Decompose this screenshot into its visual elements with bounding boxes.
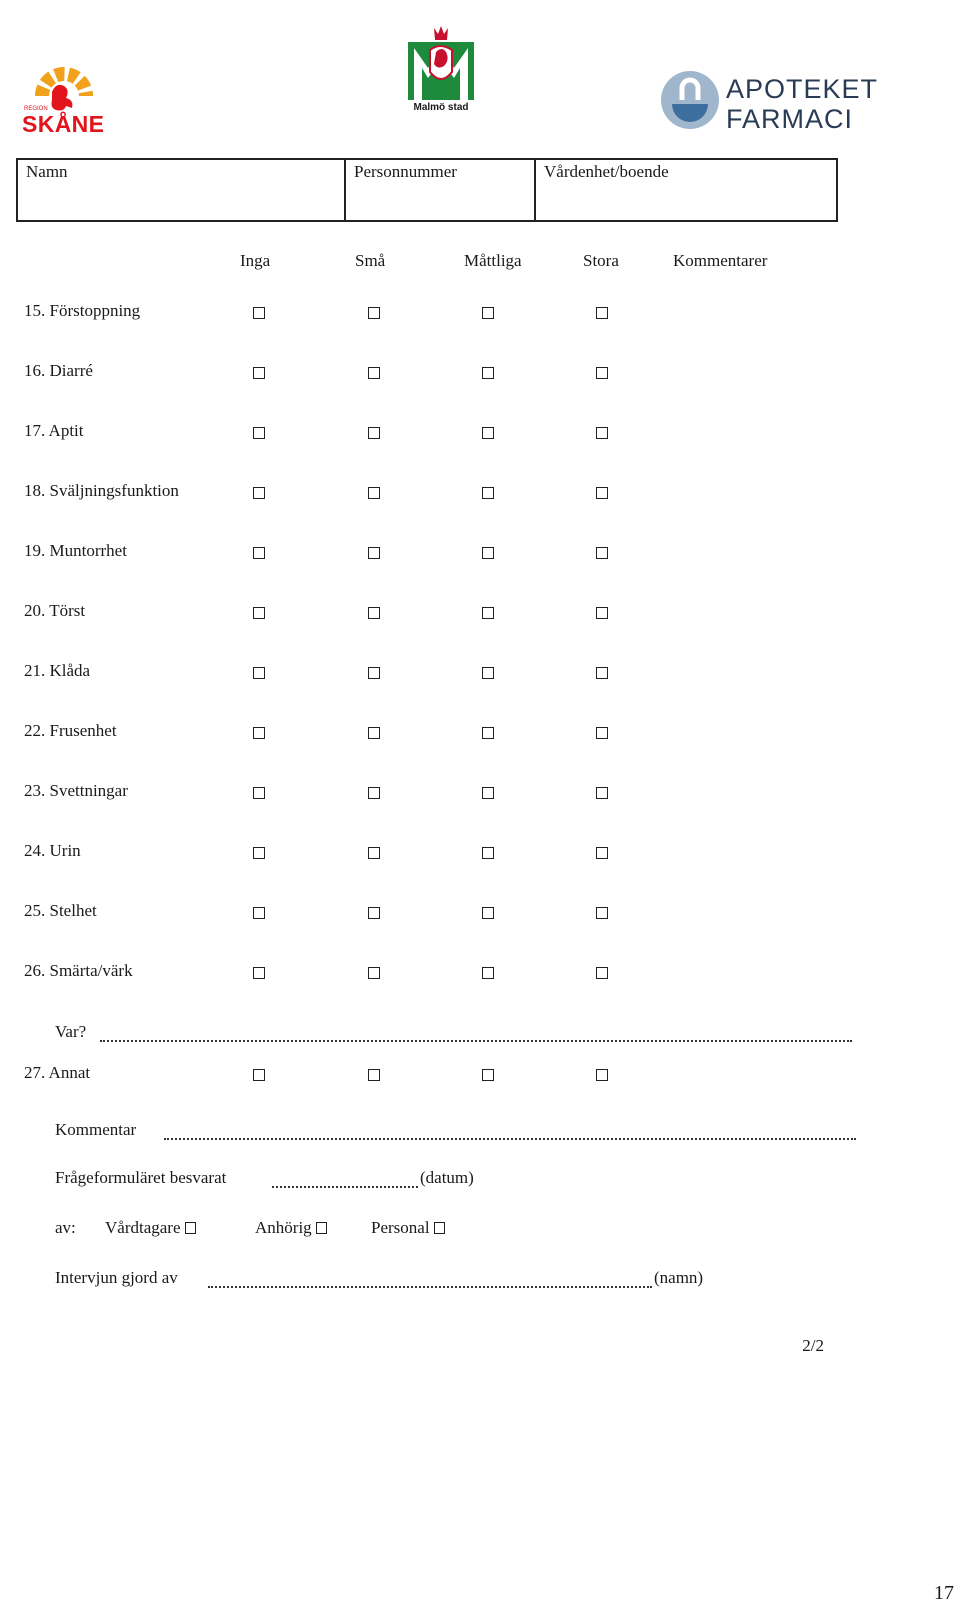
- checkbox-mattliga[interactable]: [482, 1069, 494, 1081]
- checkbox[interactable]: [316, 1222, 327, 1234]
- malmo-caption: Malmö stad: [413, 102, 469, 113]
- answered-label: Frågeformuläret besvarat: [55, 1168, 227, 1187]
- checkbox-inga[interactable]: [253, 487, 265, 499]
- col-header-inga: Inga: [240, 251, 271, 270]
- checkbox-inga[interactable]: [253, 967, 265, 979]
- checkbox-stora[interactable]: [596, 487, 608, 499]
- region-skane-logo: [22, 52, 106, 136]
- checkbox-sma[interactable]: [368, 427, 380, 439]
- respondent-vardtagare[interactable]: [105, 1218, 196, 1238]
- checkbox-sma[interactable]: [368, 1069, 380, 1081]
- checkbox-stora[interactable]: [596, 967, 608, 979]
- checkbox-stora[interactable]: [596, 547, 608, 559]
- checkbox-inga[interactable]: [253, 607, 265, 619]
- checkbox-mattliga[interactable]: [482, 307, 494, 319]
- col-header-sma: Små: [355, 251, 386, 270]
- patient-info-table: [16, 158, 838, 222]
- checkbox-inga[interactable]: [253, 427, 265, 439]
- checkbox-sma[interactable]: [368, 907, 380, 919]
- checkbox-stora[interactable]: [596, 427, 608, 439]
- symptom-label: 19. Muntorrhet: [24, 541, 127, 560]
- checkbox-sma[interactable]: [368, 487, 380, 499]
- symptom-label: 25. Stelhet: [24, 901, 97, 920]
- checkbox-mattliga[interactable]: [482, 487, 494, 499]
- logo-small-text: REGION: [24, 106, 48, 112]
- checkbox-mattliga[interactable]: [482, 667, 494, 679]
- kommentar-label: Kommentar: [55, 1120, 137, 1139]
- symptom-label: 15. Förstoppning: [24, 301, 141, 320]
- av-label: av:: [55, 1218, 76, 1237]
- checkbox-stora[interactable]: [596, 727, 608, 739]
- checkbox-mattliga[interactable]: [482, 907, 494, 919]
- apoteket-farmaci-logo: [660, 70, 880, 132]
- checkbox-inga[interactable]: [253, 1069, 265, 1081]
- checkbox-stora[interactable]: [596, 907, 608, 919]
- checkbox-inga[interactable]: [253, 847, 265, 859]
- checkbox-inga[interactable]: [253, 667, 265, 679]
- checkbox-mattliga[interactable]: [482, 727, 494, 739]
- symptom-label: 23. Svettningar: [24, 781, 128, 800]
- symptom-label: 17. Aptit: [24, 421, 84, 440]
- personnummer-label: Personnummer: [354, 162, 457, 181]
- checkbox-mattliga[interactable]: [482, 787, 494, 799]
- respondent-anhorig[interactable]: [255, 1218, 327, 1238]
- checkbox-mattliga[interactable]: [482, 427, 494, 439]
- symptom-label: 27. Annat: [24, 1063, 91, 1082]
- checkbox-sma[interactable]: [368, 787, 380, 799]
- kommentar-line[interactable]: [164, 1138, 856, 1140]
- interview-label: Intervjun gjord av: [55, 1268, 178, 1287]
- checkbox-sma[interactable]: [368, 727, 380, 739]
- col-header-kommentarer: Kommentarer: [673, 251, 768, 270]
- col-header-stora: Stora: [583, 251, 619, 270]
- checkbox-inga[interactable]: [253, 727, 265, 739]
- name-cell[interactable]: [18, 160, 344, 220]
- checkbox-mattliga[interactable]: [482, 367, 494, 379]
- symptom-label: 26. Smärta/värk: [24, 961, 133, 980]
- var-label: Var?: [55, 1022, 87, 1041]
- checkbox-inga[interactable]: [253, 907, 265, 919]
- checkbox[interactable]: [434, 1222, 445, 1234]
- checkbox-stora[interactable]: [596, 367, 608, 379]
- unit-label: Vårdenhet/boende: [544, 162, 669, 181]
- interviewer-line[interactable]: [208, 1286, 652, 1288]
- checkbox-inga[interactable]: [253, 367, 265, 379]
- symptom-label: 20. Törst: [24, 601, 86, 620]
- symptom-label: 16. Diarré: [24, 361, 93, 380]
- symptom-label: 21. Klåda: [24, 661, 91, 680]
- unit-cell[interactable]: [534, 160, 836, 220]
- checkbox-inga[interactable]: [253, 787, 265, 799]
- checkbox-inga[interactable]: [253, 307, 265, 319]
- checkbox-stora[interactable]: [596, 1069, 608, 1081]
- checkbox-sma[interactable]: [368, 967, 380, 979]
- folio-number: 17: [934, 1582, 954, 1604]
- checkbox-sma[interactable]: [368, 307, 380, 319]
- checkbox[interactable]: [185, 1222, 196, 1234]
- datum-label: (datum): [420, 1168, 474, 1187]
- checkbox-stora[interactable]: [596, 787, 608, 799]
- checkbox-sma[interactable]: [368, 367, 380, 379]
- symptom-label: 24. Urin: [24, 841, 81, 860]
- checkbox-mattliga[interactable]: [482, 847, 494, 859]
- symptom-label: 18. Sväljningsfunktion: [24, 481, 179, 500]
- page-indicator: 2/2: [802, 1336, 824, 1355]
- malmo-stad-logo: [404, 22, 478, 114]
- respondent-label: Anhörig: [255, 1218, 312, 1237]
- checkbox-stora[interactable]: [596, 847, 608, 859]
- name-label: Namn: [26, 162, 68, 181]
- personnummer-cell[interactable]: [344, 160, 534, 220]
- col-header-mattliga: Måttliga: [464, 251, 522, 270]
- checkbox-sma[interactable]: [368, 547, 380, 559]
- checkbox-sma[interactable]: [368, 847, 380, 859]
- apotek-line1: APOTEKET: [726, 74, 879, 104]
- apotek-line2: FARMACI: [726, 104, 854, 132]
- checkbox-mattliga[interactable]: [482, 967, 494, 979]
- checkbox-sma[interactable]: [368, 667, 380, 679]
- checkbox-mattliga[interactable]: [482, 547, 494, 559]
- respondent-label: Personal: [371, 1218, 430, 1237]
- checkbox-stora[interactable]: [596, 607, 608, 619]
- namn-label: (namn): [654, 1268, 704, 1287]
- checkbox-inga[interactable]: [253, 547, 265, 559]
- checkbox-stora[interactable]: [596, 307, 608, 319]
- respondent-label: Vårdtagare: [105, 1218, 181, 1237]
- respondent-personal[interactable]: [371, 1218, 445, 1238]
- date-line[interactable]: [272, 1186, 418, 1188]
- logo-skane-text: SKÅNE: [22, 111, 104, 136]
- checkbox-mattliga[interactable]: [482, 607, 494, 619]
- symptom-label: 22. Frusenhet: [24, 721, 117, 740]
- checkbox-stora[interactable]: [596, 667, 608, 679]
- checkbox-sma[interactable]: [368, 607, 380, 619]
- var-line[interactable]: [100, 1040, 852, 1042]
